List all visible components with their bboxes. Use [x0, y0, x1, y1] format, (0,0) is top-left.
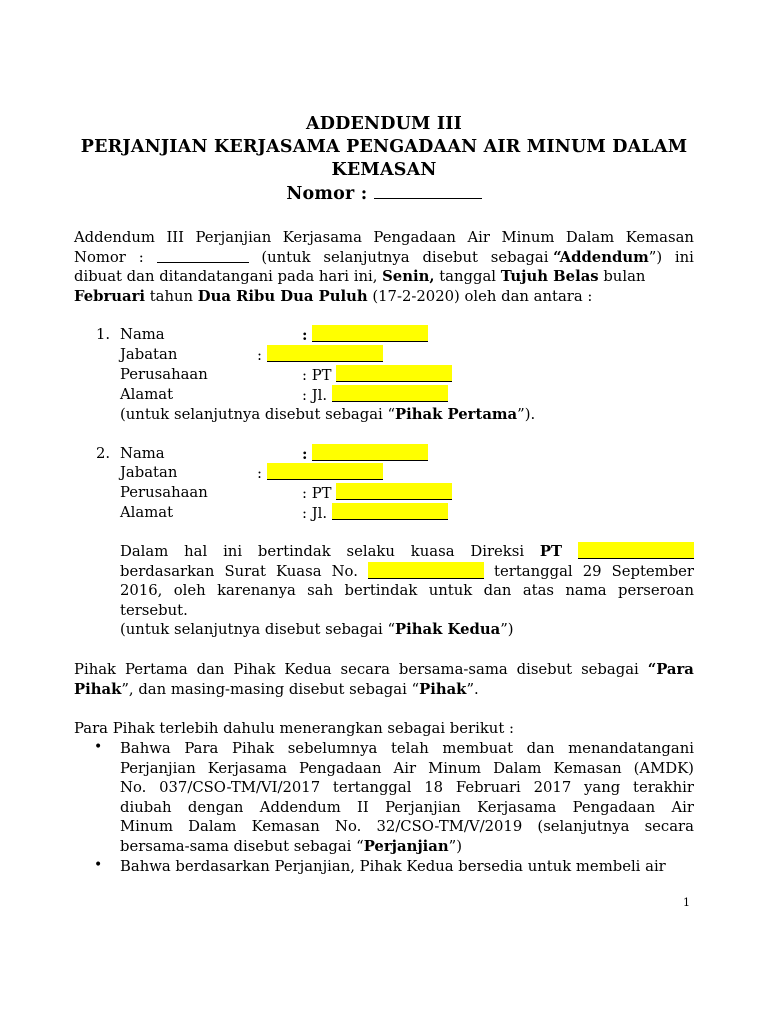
party1-jabatan-label: Jabatan: [120, 346, 178, 363]
party2-alamat-blank[interactable]: [332, 503, 448, 520]
word: disebut: [516, 661, 573, 678]
bullet-1-line: [120, 817, 694, 837]
word: secara: [340, 661, 390, 678]
intro-word: ”): [648, 248, 663, 266]
year-bold: Dua Ribu Dua Puluh: [197, 287, 368, 305]
intro-word: disebut: [422, 248, 478, 266]
word: Pihak: [232, 740, 275, 757]
word: untuk: [428, 582, 473, 600]
party2-number: 2.: [96, 445, 111, 462]
party2-jabatan-value: [257, 463, 383, 484]
word: Air: [467, 229, 490, 246]
word: dan: [196, 661, 225, 678]
kuasa-word: Kuasa: [276, 562, 322, 580]
kuasa-word: berdasarkan: [120, 562, 215, 580]
para-pihak-line-1: [74, 660, 694, 680]
word: III: [166, 229, 184, 246]
intro-word: :: [138, 248, 144, 266]
party1-perusahaan-value: [302, 365, 452, 386]
word: Air: [393, 759, 417, 777]
party1-perusahaan-blank[interactable]: [336, 365, 452, 382]
month-bold: Februari: [74, 287, 146, 305]
word: Addendum: [259, 798, 341, 816]
intro-line-2: [74, 248, 694, 268]
word: Kemasan: [625, 229, 694, 246]
menerangkan-line: Para Pihak terlebih dahulu menerangkan sebagai berikut :: [74, 720, 514, 737]
kuasa-pt-bold: PT: [539, 543, 563, 560]
party2-nama-value: [302, 444, 428, 465]
word: atas: [522, 582, 554, 600]
word: Kerjasama: [477, 798, 557, 816]
word: selaku: [346, 543, 395, 560]
party1-jabatan-blank[interactable]: [267, 345, 383, 362]
party2-jabatan-label: Jabatan: [120, 464, 178, 481]
word: ini: [223, 543, 243, 560]
kuasa-pt-blank[interactable]: [578, 542, 694, 559]
word: tertanggal: [332, 779, 412, 797]
word: 2017: [533, 779, 572, 797]
pihak-bold: Pihak: [419, 680, 467, 698]
party2-perusahaan-label: Perusahaan: [120, 484, 208, 501]
bullet-1-symbol: •: [94, 739, 103, 755]
note-text: (untuk selanjutnya disebut sebagai “: [120, 406, 396, 423]
intro-text: (17-2-2020) oleh dan antara :: [367, 287, 593, 305]
word: Perjanjian: [385, 798, 461, 816]
word: Perjanjian: [195, 229, 272, 246]
pt-prefix: : PT: [302, 367, 337, 384]
word: membuat: [442, 740, 514, 757]
party1-note: [120, 405, 535, 425]
note-text: (untuk selanjutnya disebut sebagai “: [120, 621, 396, 639]
word: bertindak: [257, 543, 331, 560]
word: Air: [671, 798, 694, 816]
party1-alamat-blank[interactable]: [332, 385, 448, 402]
word: karenanya: [217, 582, 296, 600]
party1-perusahaan-label: Perusahaan: [120, 366, 208, 383]
colon: :: [257, 347, 262, 364]
bullet-2: [120, 857, 694, 877]
party2-perusahaan-blank[interactable]: [336, 483, 452, 500]
intro-text: dibuat dan ditandatangani pada hari ini,: [74, 268, 383, 286]
intro-word: sebagai: [490, 248, 549, 266]
kuasa-word: tertanggal: [494, 562, 573, 580]
word: nama: [565, 582, 607, 600]
word: Direksi: [470, 543, 525, 560]
bullet-1-line: [120, 778, 694, 798]
word: Pengadaan: [298, 759, 382, 777]
party1-nama-blank[interactable]: [312, 325, 428, 342]
word: (selanjutnya: [537, 818, 630, 836]
day-bold: Senin,: [382, 268, 435, 286]
bullet-1-line: [120, 837, 694, 857]
intro-word: Nomor: [74, 248, 126, 266]
word: sah: [307, 582, 334, 600]
party2-alamat-label: Alamat: [120, 504, 174, 521]
word: Minum: [501, 229, 555, 246]
intro-line-4: [74, 287, 694, 307]
intro-line-1: [74, 228, 694, 248]
colon: :: [302, 327, 308, 344]
nomor-blank: [374, 182, 482, 199]
word: Februari: [455, 779, 521, 797]
nomor-blank-2: [157, 248, 249, 263]
para-pihak-paragraph: [74, 660, 694, 699]
page-number: 1: [683, 896, 690, 909]
word: Dalam: [120, 543, 169, 560]
word: dan: [483, 582, 512, 600]
jl-prefix: : Jl.: [302, 387, 332, 404]
party1-alamat-value: [302, 385, 448, 406]
document-subtitle-line1: PERJANJIAN KERJASAMA PENGADAAN AIR MINUM DALAM: [80, 137, 688, 157]
word: Dalam: [188, 818, 237, 836]
bullet-text: ”): [448, 837, 462, 855]
kuasa-line-4: tersebut.: [120, 601, 188, 619]
word: Para: [184, 740, 219, 757]
bullet-1-line: [120, 739, 694, 759]
intro-word: ini: [674, 248, 694, 266]
kuasa-word: No.: [331, 562, 358, 580]
word: Minum: [120, 818, 173, 836]
intro-text: bulan: [598, 268, 646, 286]
word: No.: [120, 779, 147, 797]
kuasa-word: September: [611, 562, 694, 580]
word: 037/CSO-TM/VI/2017: [159, 779, 321, 797]
party2-jabatan-blank[interactable]: [267, 463, 383, 480]
para-bold: “Para: [647, 661, 694, 678]
word: Pengadaan: [572, 798, 656, 816]
kuasa-line-1: [120, 542, 694, 562]
pihak-bold: Pihak: [74, 680, 122, 698]
word: Bahwa: [120, 740, 171, 757]
word: Kemasan: [251, 818, 320, 836]
note-text: ”).: [517, 406, 536, 423]
addendum-bold: “Addendum: [553, 248, 649, 266]
party1-nama-value: [302, 325, 428, 346]
nomor-label: Nomor :: [286, 184, 374, 204]
word: yang: [584, 779, 621, 797]
bullet-2-line: Bahwa berdasarkan Perjanjian, Pihak Kedua bersedia untuk membeli air: [120, 858, 666, 875]
word: Kemasan: [553, 759, 622, 777]
party1-number: 1.: [96, 326, 111, 343]
perjanjian-bold: Perjanjian: [363, 837, 449, 855]
word: (AMDK): [633, 759, 694, 777]
word: No.: [335, 818, 362, 836]
word: hal: [184, 543, 208, 560]
date-bold: Tujuh Belas: [500, 268, 599, 286]
kuasa-line-3: [120, 581, 694, 601]
party2-nama-blank[interactable]: [312, 444, 428, 461]
pihak-pertama-bold: Pihak Pertama: [395, 406, 518, 423]
word: dan: [526, 740, 555, 757]
party2-perusahaan-value: [302, 483, 452, 504]
word: sebelumnya: [287, 740, 378, 757]
word: bertindak: [344, 582, 418, 600]
word: secara: [644, 818, 694, 836]
word: Pertama: [124, 661, 188, 678]
party1-alamat-label: Alamat: [120, 386, 174, 403]
intro-paragraph: [74, 228, 694, 306]
bullet-text: bersama-sama disebut sebagai “: [120, 837, 364, 855]
party1-nama-label: Nama: [120, 326, 165, 343]
document-title: ADDENDUM III: [305, 114, 463, 134]
word: sebagai: [581, 661, 639, 678]
para-pihak-line-2: [74, 680, 694, 700]
word: Kedua: [284, 661, 332, 678]
word: Dalam: [565, 229, 615, 246]
bullet-2-symbol: •: [94, 857, 103, 873]
word: Dalam: [493, 759, 542, 777]
party2-note: [120, 620, 694, 640]
colon: :: [302, 446, 308, 463]
kuasa-word: 29: [582, 562, 602, 580]
pt-prefix: : PT: [302, 485, 337, 502]
word: menandatangani: [568, 740, 694, 757]
word: Pihak: [74, 661, 117, 678]
word: bersama-sama: [398, 661, 508, 678]
word: diubah: [120, 798, 172, 816]
word: 2016,: [120, 582, 163, 600]
party2-nama-label: Nama: [120, 445, 165, 462]
word: oleh: [173, 582, 206, 600]
surat-kuasa-blank[interactable]: [368, 562, 484, 579]
word: Perjanjian: [120, 759, 196, 777]
word: Kerjasama: [207, 759, 287, 777]
word: 32/CSO-TM/V/2019: [376, 818, 523, 836]
word: Pengadaan: [373, 229, 456, 246]
intro-word: selanjutnya: [323, 248, 410, 266]
colon: :: [257, 465, 262, 482]
party1-jabatan-value: [257, 345, 383, 366]
intro-line-3: [74, 267, 694, 287]
bullet-1-line: [120, 759, 694, 779]
kuasa-line-2: [120, 562, 694, 582]
pihak-kedua-bold: Pihak Kedua: [395, 621, 501, 639]
word: II: [357, 798, 369, 816]
para-text: ”, dan masing-masing disebut sebagai “: [121, 680, 420, 698]
kuasa-word: Surat: [224, 562, 266, 580]
para-text: ”.: [466, 680, 479, 698]
document-number: [60, 182, 708, 205]
kuasa-paragraph: [120, 542, 694, 640]
intro-word: (untuk: [261, 248, 311, 266]
word: Kerjasama: [282, 229, 362, 246]
word: 18: [424, 779, 444, 797]
bullet-1-line: [120, 798, 694, 818]
note-text: ”): [500, 621, 514, 639]
word: Pihak: [233, 661, 276, 678]
word: terakhir: [633, 779, 694, 797]
word: Minum: [428, 759, 482, 777]
word: perseroan: [618, 582, 694, 600]
word: Addendum: [74, 229, 155, 246]
bullet-1: [120, 739, 694, 857]
jl-prefix: : Jl.: [302, 505, 332, 522]
word: telah: [390, 740, 429, 757]
intro-text: tahun: [145, 287, 198, 305]
party2-alamat-value: [302, 503, 448, 524]
intro-text: tanggal: [434, 268, 501, 286]
word: kuasa: [410, 543, 455, 560]
word: dengan: [187, 798, 244, 816]
document-subtitle-line2: KEMASAN: [331, 160, 437, 180]
